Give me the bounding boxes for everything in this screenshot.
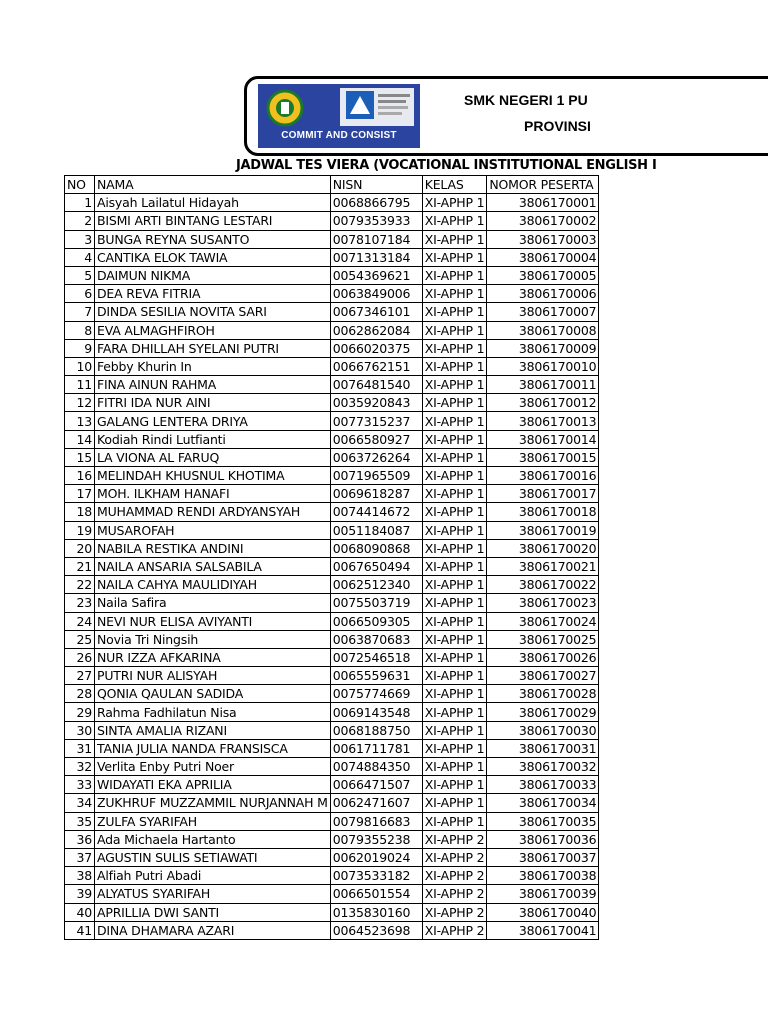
row-number: 33 <box>65 776 95 794</box>
table-row <box>65 903 599 921</box>
student-nisn: 0075774669 <box>330 685 422 703</box>
student-nisn: 0066762151 <box>330 357 422 375</box>
participant-number: 3806170040 <box>487 903 599 921</box>
student-class: XI-APHP 1 <box>422 339 487 357</box>
student-nisn: 0071313184 <box>330 248 422 266</box>
participant-number: 3806170013 <box>487 412 599 430</box>
table-row <box>65 194 599 212</box>
column-header-kelas: KELAS <box>422 176 487 194</box>
table-row <box>65 594 599 612</box>
participant-number: 3806170032 <box>487 758 599 776</box>
table-row <box>65 703 599 721</box>
student-nisn: 0051184087 <box>330 521 422 539</box>
participant-number: 3806170029 <box>487 703 599 721</box>
table-row <box>65 539 599 557</box>
table-row <box>65 739 599 757</box>
student-name: DEA REVA FITRIA <box>95 285 331 303</box>
student-name: NEVI NUR ELISA AVIYANTI <box>95 612 331 630</box>
student-name: PUTRI NUR ALISYAH <box>95 667 331 685</box>
participant-number: 3806170038 <box>487 867 599 885</box>
row-number: 13 <box>65 412 95 430</box>
student-class: XI-APHP 1 <box>422 576 487 594</box>
student-nisn: 0064523698 <box>330 921 422 939</box>
row-number: 8 <box>65 321 95 339</box>
participant-number: 3806170041 <box>487 921 599 939</box>
student-class: XI-APHP 1 <box>422 321 487 339</box>
table-row <box>65 266 599 284</box>
student-name: EVA ALMAGHFIROH <box>95 321 331 339</box>
student-nisn: 0073533182 <box>330 867 422 885</box>
participant-number: 3806170022 <box>487 576 599 594</box>
row-number: 36 <box>65 830 95 848</box>
student-name: LA VIONA AL FARUQ <box>95 448 331 466</box>
student-name: ALYATUS SYARIFAH <box>95 885 331 903</box>
participant-number: 3806170034 <box>487 794 599 812</box>
student-name: APRILLIA DWI SANTI <box>95 903 331 921</box>
student-name: NABILA RESTIKA ANDINI <box>95 539 331 557</box>
row-number: 20 <box>65 539 95 557</box>
student-name: NAILA CAHYA MAULIDIYAH <box>95 576 331 594</box>
student-nisn: 0079353933 <box>330 212 422 230</box>
row-number: 26 <box>65 648 95 666</box>
table-row <box>65 576 599 594</box>
student-name: NUR IZZA AFKARINA <box>95 648 331 666</box>
student-class: XI-APHP 1 <box>422 194 487 212</box>
row-number: 4 <box>65 248 95 266</box>
student-nisn: 0062471607 <box>330 794 422 812</box>
student-class: XI-APHP 1 <box>422 521 487 539</box>
student-nisn: 0069618287 <box>330 485 422 503</box>
participant-number: 3806170024 <box>487 612 599 630</box>
student-nisn: 0074884350 <box>330 758 422 776</box>
student-name: AGUSTIN SULIS SETIAWATI <box>95 848 331 866</box>
row-number: 2 <box>65 212 95 230</box>
table-row <box>65 485 599 503</box>
student-class: XI-APHP 2 <box>422 903 487 921</box>
table-row <box>65 376 599 394</box>
row-number: 40 <box>65 903 95 921</box>
row-number: 29 <box>65 703 95 721</box>
table-row <box>65 303 599 321</box>
student-class: XI-APHP 2 <box>422 921 487 939</box>
school-province: PROVINSI <box>524 118 591 134</box>
participant-number: 3806170036 <box>487 830 599 848</box>
student-class: XI-APHP 2 <box>422 848 487 866</box>
student-name: FINA AINUN RAHMA <box>95 376 331 394</box>
student-nisn: 0063726264 <box>330 448 422 466</box>
student-nisn: 0075503719 <box>330 594 422 612</box>
participant-number: 3806170028 <box>487 685 599 703</box>
participant-number: 3806170004 <box>487 248 599 266</box>
participant-number: 3806170018 <box>487 503 599 521</box>
participant-number: 3806170005 <box>487 266 599 284</box>
participant-number: 3806170037 <box>487 848 599 866</box>
participant-number: 3806170001 <box>487 194 599 212</box>
student-name: FARA DHILLAH SYELANI PUTRI <box>95 339 331 357</box>
table-row <box>65 794 599 812</box>
participant-number: 3806170016 <box>487 467 599 485</box>
student-name: Verlita Enby Putri Noer <box>95 758 331 776</box>
row-number: 1 <box>65 194 95 212</box>
student-nisn: 0061711781 <box>330 739 422 757</box>
school-name: SMK NEGERI 1 PU <box>464 92 588 108</box>
row-number: 18 <box>65 503 95 521</box>
student-nisn: 0065559631 <box>330 667 422 685</box>
participant-number: 3806170010 <box>487 357 599 375</box>
row-number: 12 <box>65 394 95 412</box>
student-nisn: 0068866795 <box>330 194 422 212</box>
student-class: XI-APHP 1 <box>422 539 487 557</box>
participant-number: 3806170035 <box>487 812 599 830</box>
table-row <box>65 448 599 466</box>
student-class: XI-APHP 1 <box>422 630 487 648</box>
student-class: XI-APHP 1 <box>422 394 487 412</box>
student-class: XI-APHP 1 <box>422 285 487 303</box>
student-class: XI-APHP 1 <box>422 648 487 666</box>
student-class: XI-APHP 2 <box>422 885 487 903</box>
student-name: WIDAYATI EKA APRILIA <box>95 776 331 794</box>
table-row <box>65 212 599 230</box>
participant-number: 3806170030 <box>487 721 599 739</box>
table-row <box>65 758 599 776</box>
student-nisn: 0067346101 <box>330 303 422 321</box>
participant-number: 3806170008 <box>487 321 599 339</box>
table-row <box>65 648 599 666</box>
table-row <box>65 830 599 848</box>
student-nisn: 0066501554 <box>330 885 422 903</box>
table-row <box>65 467 599 485</box>
student-name: TANIA JULIA NANDA FRANSISCA <box>95 739 331 757</box>
table-row <box>65 667 599 685</box>
row-number: 25 <box>65 630 95 648</box>
student-nisn: 0074414672 <box>330 503 422 521</box>
student-nisn: 0063870683 <box>330 630 422 648</box>
row-number: 7 <box>65 303 95 321</box>
student-nisn: 0062019024 <box>330 848 422 866</box>
student-name: MUSAROFAH <box>95 521 331 539</box>
student-class: XI-APHP 1 <box>422 412 487 430</box>
table-row <box>65 921 599 939</box>
table-row <box>65 285 599 303</box>
student-nisn: 0054369621 <box>330 266 422 284</box>
student-class: XI-APHP 1 <box>422 612 487 630</box>
table-row <box>65 848 599 866</box>
student-class: XI-APHP 1 <box>422 721 487 739</box>
student-class: XI-APHP 2 <box>422 830 487 848</box>
school-seal-icon <box>262 88 308 128</box>
row-number: 38 <box>65 867 95 885</box>
table-row <box>65 612 599 630</box>
student-name: Alfiah Putri Abadi <box>95 867 331 885</box>
participant-number: 3806170017 <box>487 485 599 503</box>
table-row <box>65 557 599 575</box>
participant-number: 3806170031 <box>487 739 599 757</box>
student-nisn: 0068090868 <box>330 539 422 557</box>
student-name: Naila Safira <box>95 594 331 612</box>
student-nisn: 0079355238 <box>330 830 422 848</box>
student-nisn: 0077315237 <box>330 412 422 430</box>
student-name: GALANG LENTERA DRIYA <box>95 412 331 430</box>
student-class: XI-APHP 1 <box>422 794 487 812</box>
table-row <box>65 885 599 903</box>
student-class: XI-APHP 1 <box>422 266 487 284</box>
student-name: ZUKHRUF MUZZAMMIL NURJANNAH M <box>95 794 331 812</box>
table-row <box>65 503 599 521</box>
participant-number: 3806170026 <box>487 648 599 666</box>
student-class: XI-APHP 1 <box>422 230 487 248</box>
student-nisn: 0072546518 <box>330 648 422 666</box>
row-number: 5 <box>65 266 95 284</box>
participant-number: 3806170006 <box>487 285 599 303</box>
student-class: XI-APHP 1 <box>422 448 487 466</box>
student-class: XI-APHP 1 <box>422 667 487 685</box>
row-number: 35 <box>65 812 95 830</box>
student-nisn: 0066471507 <box>330 776 422 794</box>
column-header-nisn: NISN <box>330 176 422 194</box>
table-row <box>65 248 599 266</box>
student-class: XI-APHP 1 <box>422 758 487 776</box>
student-name: Kodiah Rindi Lutfianti <box>95 430 331 448</box>
row-number: 14 <box>65 430 95 448</box>
student-nisn: 0078107184 <box>330 230 422 248</box>
student-nisn: 0066509305 <box>330 612 422 630</box>
school-logo <box>258 84 420 148</box>
column-header-name: NAMA <box>95 176 331 194</box>
row-number: 37 <box>65 848 95 866</box>
row-number: 23 <box>65 594 95 612</box>
participant-number: 3806170015 <box>487 448 599 466</box>
table-row <box>65 630 599 648</box>
participant-number: 3806170014 <box>487 430 599 448</box>
row-number: 34 <box>65 794 95 812</box>
student-class: XI-APHP 1 <box>422 212 487 230</box>
student-name: MELINDAH KHUSNUL KHOTIMA <box>95 467 331 485</box>
student-class: XI-APHP 1 <box>422 594 487 612</box>
student-name: MOH. ILKHAM HANAFI <box>95 485 331 503</box>
student-name: BISMI ARTI BINTANG LESTARI <box>95 212 331 230</box>
student-class: XI-APHP 1 <box>422 248 487 266</box>
student-class: XI-APHP 1 <box>422 430 487 448</box>
page-title: JADWAL TES VIERA (VOCATIONAL INSTITUTIONAL ENGLISH I <box>236 158 657 173</box>
student-class: XI-APHP 1 <box>422 703 487 721</box>
row-number: 17 <box>65 485 95 503</box>
student-name: DINDA SESILIA NOVITA SARI <box>95 303 331 321</box>
student-nisn: 0067650494 <box>330 557 422 575</box>
row-number: 41 <box>65 921 95 939</box>
student-class: XI-APHP 1 <box>422 776 487 794</box>
participant-number: 3806170002 <box>487 212 599 230</box>
student-name: DINA DHAMARA AZARI <box>95 921 331 939</box>
participant-number: 3806170033 <box>487 776 599 794</box>
student-nisn: 0071965509 <box>330 467 422 485</box>
table-row <box>65 776 599 794</box>
logo-motto: COMMIT AND CONSIST <box>281 130 397 141</box>
student-class: XI-APHP 2 <box>422 867 487 885</box>
student-nisn: 0062512340 <box>330 576 422 594</box>
student-class: XI-APHP 1 <box>422 557 487 575</box>
student-name: ZULFA SYARIFAH <box>95 812 331 830</box>
table-row <box>65 394 599 412</box>
row-number: 21 <box>65 557 95 575</box>
table-header-row <box>65 176 599 194</box>
student-name: QONIA QAULAN SADIDA <box>95 685 331 703</box>
student-class: XI-APHP 1 <box>422 739 487 757</box>
student-name: DAIMUN NIKMA <box>95 266 331 284</box>
student-name: MUHAMMAD RENDI ARDYANSYAH <box>95 503 331 521</box>
student-nisn: 0076481540 <box>330 376 422 394</box>
table-row <box>65 230 599 248</box>
student-nisn: 0066580927 <box>330 430 422 448</box>
row-number: 31 <box>65 739 95 757</box>
participant-table <box>64 175 599 940</box>
table-row <box>65 357 599 375</box>
student-class: XI-APHP 1 <box>422 503 487 521</box>
table-row <box>65 339 599 357</box>
participant-number: 3806170039 <box>487 885 599 903</box>
student-class: XI-APHP 1 <box>422 303 487 321</box>
student-nisn: 0068188750 <box>330 721 422 739</box>
student-name: Febby Khurin In <box>95 357 331 375</box>
student-name: Novia Tri Ningsih <box>95 630 331 648</box>
participant-number: 3806170021 <box>487 557 599 575</box>
row-number: 30 <box>65 721 95 739</box>
row-number: 11 <box>65 376 95 394</box>
student-name: SINTA AMALIA RIZANI <box>95 721 331 739</box>
row-number: 19 <box>65 521 95 539</box>
certification-badge-icon <box>340 88 414 126</box>
student-class: XI-APHP 1 <box>422 812 487 830</box>
student-nisn: 0079816683 <box>330 812 422 830</box>
row-number: 22 <box>65 576 95 594</box>
participant-number: 3806170020 <box>487 539 599 557</box>
student-name: FITRI IDA NUR AINI <box>95 394 331 412</box>
participant-number: 3806170007 <box>487 303 599 321</box>
table-row <box>65 412 599 430</box>
table-row <box>65 430 599 448</box>
row-number: 9 <box>65 339 95 357</box>
student-name: Rahma Fadhilatun Nisa <box>95 703 331 721</box>
row-number: 32 <box>65 758 95 776</box>
column-header-no: NO <box>65 176 95 194</box>
student-nisn: 0135830160 <box>330 903 422 921</box>
row-number: 6 <box>65 285 95 303</box>
row-number: 27 <box>65 667 95 685</box>
student-class: XI-APHP 1 <box>422 357 487 375</box>
student-nisn: 0035920843 <box>330 394 422 412</box>
student-class: XI-APHP 1 <box>422 376 487 394</box>
student-name: CANTIKA ELOK TAWIA <box>95 248 331 266</box>
student-nisn: 0062862084 <box>330 321 422 339</box>
row-number: 10 <box>65 357 95 375</box>
student-nisn: 0066020375 <box>330 339 422 357</box>
student-name: Ada Michaela Hartanto <box>95 830 331 848</box>
student-name: Aisyah Lailatul Hidayah <box>95 194 331 212</box>
participant-number: 3806170027 <box>487 667 599 685</box>
table-row <box>65 321 599 339</box>
table-row <box>65 685 599 703</box>
table-row <box>65 721 599 739</box>
row-number: 39 <box>65 885 95 903</box>
student-name: NAILA ANSARIA SALSABILA <box>95 557 331 575</box>
student-class: XI-APHP 1 <box>422 467 487 485</box>
participant-number: 3806170019 <box>487 521 599 539</box>
participant-number: 3806170025 <box>487 630 599 648</box>
participant-number: 3806170009 <box>487 339 599 357</box>
table-row <box>65 812 599 830</box>
table-row <box>65 521 599 539</box>
participant-number: 3806170012 <box>487 394 599 412</box>
participant-number: 3806170003 <box>487 230 599 248</box>
row-number: 28 <box>65 685 95 703</box>
participant-number: 3806170011 <box>487 376 599 394</box>
row-number: 24 <box>65 612 95 630</box>
row-number: 15 <box>65 448 95 466</box>
student-class: XI-APHP 1 <box>422 485 487 503</box>
student-nisn: 0063849006 <box>330 285 422 303</box>
row-number: 16 <box>65 467 95 485</box>
row-number: 3 <box>65 230 95 248</box>
student-nisn: 0069143548 <box>330 703 422 721</box>
table-row <box>65 867 599 885</box>
student-class: XI-APHP 1 <box>422 685 487 703</box>
participant-number: 3806170023 <box>487 594 599 612</box>
student-name: BUNGA REYNA SUSANTO <box>95 230 331 248</box>
column-header-peserta: NOMOR PESERTA <box>487 176 599 194</box>
